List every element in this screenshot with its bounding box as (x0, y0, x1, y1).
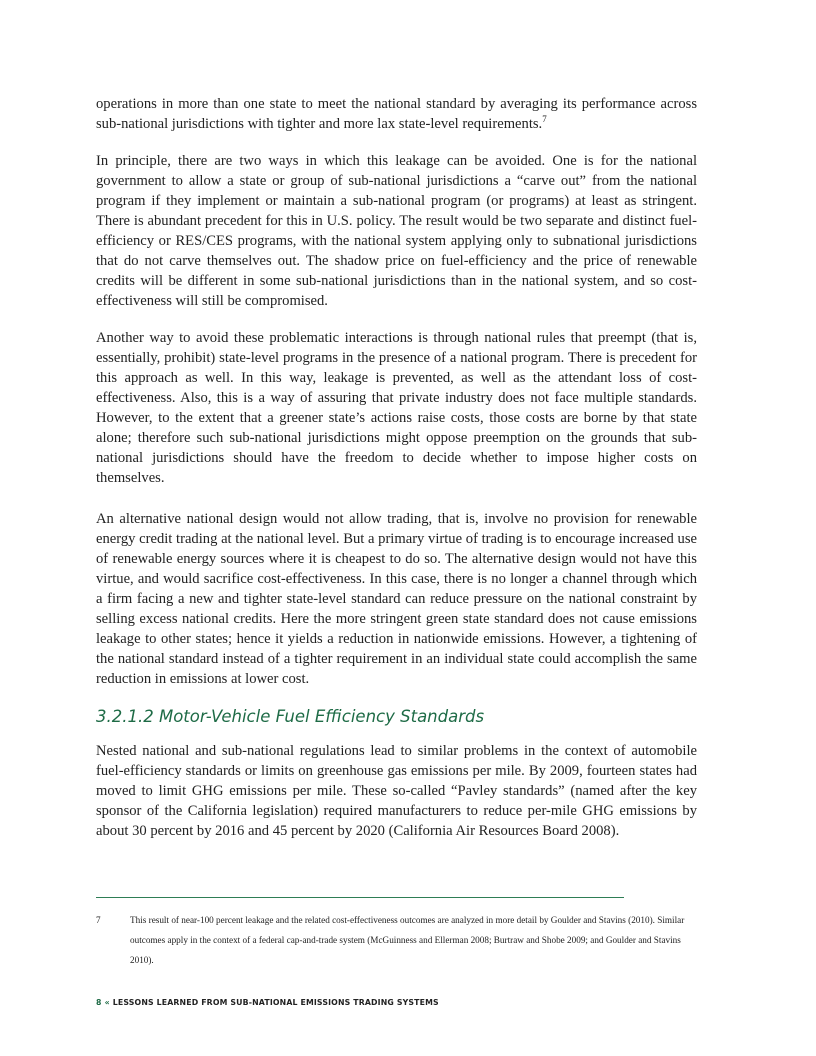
body-paragraph-3: Another way to avoid these problematic interactions is through national rules that preempt (that is, essentially, prohibit) state-level programs in the presence of a national program. There is precedent for this approach as well. In this way, leakage is prevented, as well as the attendant loss of cost-effectiveness. Also, this is a way of assuring that private industry does not face multiple standards. However, to the extent that a greener state’s actions raise costs, those costs are borne by that state alone; therefore such sub-national jurisdictions might oppose preemption on the grounds that sub-national jurisdictions should have the freedom to decide whether to impose higher costs on themselves. (96, 330, 697, 486)
body-paragraph-1 (96, 94, 697, 134)
body-paragraph-4: An alternative national design would not allow trading, that is, involve no provision for renewable energy credit trading at the national level. But a primary virtue of trading is to encourage increased use of renewable energy sources where it is cheapest to do so. The alternative design would not have this virtue, and would sacrifice cost-effectiveness. In this case, there is no longer a channel through which a firm facing a new and tighter state-level standard can reduce pressure on the national constraint by selling excess national credits. Here the more stringent green state standard does not cause emissions leakage to other states; hence it yields a reduction in nationwide emissions. However, a tightening of the national standard instead of a tighter requirement in an individual state could accomplish the same reduction in emissions at lower cost. (96, 511, 697, 687)
footer-separator: « (104, 998, 110, 1007)
section-heading: 3.2.1.2 Motor-Vehicle Fuel Efficiency Standards (96, 707, 485, 726)
page-number: 8 (96, 998, 102, 1007)
footnote-divider (96, 897, 624, 898)
footer-title: LESSONS LEARNED FROM SUB-NATIONAL EMISSIONS TRADING SYSTEMS (112, 998, 439, 1007)
footnote-reference-7[interactable]: 7 (542, 114, 547, 125)
footnote-number: 7 (96, 915, 101, 925)
body-paragraph-5: Nested national and sub-national regulations lead to similar problems in the context of automobile fuel-efficiency standards or limits on greenhouse gas emissions per mile. By 2009, fourteen states had moved to limit GHG emissions per mile. These so-called “Pavley standards” (named after the key sponsor of the California legislation) required manufacturers to reduce per-mile GHG emissions by about 30 percent by 2016 and 45 percent by 2020 (California Air Resources Board 2008). (96, 743, 697, 839)
footnote-text: This result of near-100 percent leakage and the related cost-effectiveness outcomes are analyzed in more detail by Goulder and Stavins (2010). Similar outcomes apply in the context of a federal cap-and-trade system (McGuinness and Ellerman 2008; Burtraw and Shobe 2009; and Goulder and Stavins 2010). (130, 915, 685, 965)
paragraph-1-text: operations in more than one state to meet the national standard by averaging its performance across sub-national jurisdictions with tighter and more lax state-level requirements. (96, 96, 697, 132)
page-footer (96, 998, 439, 1007)
body-paragraph-2: In principle, there are two ways in which this leakage can be avoided. One is for the national government to allow a state or group of sub-national jurisdictions a “carve out” from the national program if they implement or maintain a sub-national program (or programs) at least as stringent. There is abundant precedent for this in U.S. policy. The result would be two separate and distinct fuel-efficiency or RES/CES programs, with the national system applying only to subnational jurisdictions that do not carve themselves out. The shadow price on fuel-efficiency and the price of renewable credits will be different in some sub-national jurisdictions than in the national system, and so cost-effectiveness will still be compromised. (96, 153, 697, 309)
